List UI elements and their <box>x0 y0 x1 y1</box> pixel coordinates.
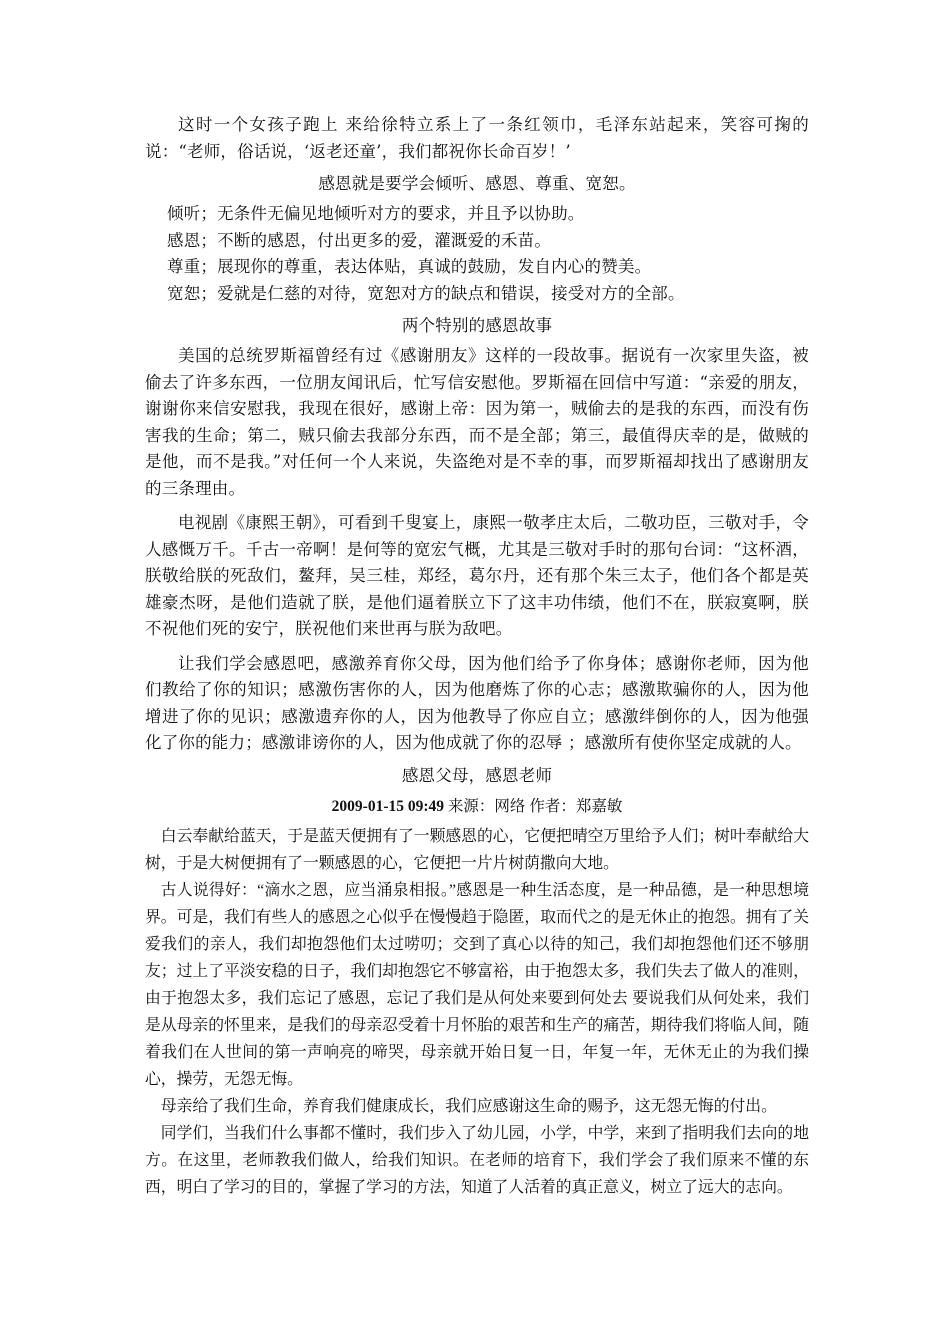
stories-title: 两个特别的感恩故事 <box>401 316 553 335</box>
article-datetime: 2009-01-15 09:49 <box>331 797 445 815</box>
article-meta <box>145 795 809 819</box>
story-roosevelt: 美国的总统罗斯福曾经有过《感谢朋友》这样的一段故事。据说有一次家里失盗，被偷去了许多东西，一位朋友闻讯后，忙写信安慰他。罗斯福在回信中写道：“亲爱的朋友，谢谢你来信安慰我，我现在很好，感谢上帝：因为第一，贼偷去的是我的东西，而没有伤害我的生命；第二，贼只偷去我部分东西，而不是全部；第三，最值得庆幸的是，做贼的是他，而不是我。”对任何一个人来说，失盗绝对是不幸的事，而罗斯福却找出了感谢朋友的三条理由。 <box>145 346 809 498</box>
article-paragraph: 母亲给了我们生命，养育我们健康成长，我们应感谢这生命的赐予，这无怨无悔的付出。 <box>160 1097 777 1115</box>
opening-paragraph: 这时一个女孩子跑上 来给徐特立系上了一条红领巾，毛泽东站起来，笑容可掬的说：“老师，俗话说，‘返老还童’，我们都祝你长命百岁！’ <box>145 115 809 161</box>
gratitude-summary: 让我们学会感恩吧，感激养育你父母，因为他们给予了你身体；感谢你老师，因为他们教给了你的知识；感激伤害你的人，因为他磨炼了你的心志；感激欺骗你的人，因为他增进了你的见识；感激遗弃你的人，因为他教导了你应自立；感激绊倒你的人，因为他强化了你的能力；感激诽谤你的人，因为他成就了你的忍辱 ；感激所有使你坚定成就的人。 <box>145 653 809 752</box>
story-kangxi: 电视剧《康熙王朝》，可看到千叟宴上，康熙一敬孝庄太后，二敬功臣，三敬对手，令人感慨万千。千古一帝啊！是何等的宽宏气概，尤其是三敬对手时的那句台词：“这杯酒，朕敬给朕的死敌们，鳌拜，吴三桂，郑经，葛尔丹，还有那个朱三太子，他们各个都是英雄豪杰呀，是他们造就了朕，是他们逼着朕立下了这丰功伟绩，他们不在，朕寂寞啊，朕不祝他们死的安宁，朕祝他们来世再与朕为敌吧。 <box>145 513 809 638</box>
article-title: 感恩父母，感恩老师 <box>401 765 553 785</box>
article-paragraph: 白云奉献给蓝天，于是蓝天便拥有了一颗感恩的心，它便把晴空万里给予人们；树叶奉献给大树，于是大树便拥有了一颗感恩的心，它便把一片片树荫撒向大地。 <box>145 827 809 872</box>
text-column <box>145 112 809 1201</box>
article-paragraph: 古人说得好：“滴水之恩，应当涌泉相报。”感恩是一种生活态度，是一种品德，是一种思想境界。可是，我们有些人的感恩之心似乎在慢慢趋于隐匿，取而代之的是无休止的抱怨。拥有了关爱我们的亲人，我们却抱怨他们太过唠叨；交到了真心以待的知己，我们却抱怨他们还不够朋友；过上了平淡安稳的日子，我们却抱怨它不够富裕，由于抱怨太多，我们失去了做人的准则，由于抱怨太多，我们忘记了感恩，忘记了我们是从何处来要到何处去 要说我们从何处来，我们是从母亲的怀里来，是我们的母亲忍受着十月怀胎的艰苦和生产的痛苦，期待我们将临人间，随着我们在人世间的第一声响亮的啼哭，母亲就开始日复一日，年复一年，无休无止的为我们操心，操劳，无怨无悔。 <box>145 881 809 1088</box>
definition-forgive: 宽恕；爱就是仁慈的对待，宽恕对方的缺点和错误，接受对方的全部。 <box>167 283 685 303</box>
article-paragraph: 同学们，当我们什么事都不懂时，我们步入了幼儿园，小学，中学，来到了指明我们去向的地方。在这里，老师教我们做人，给我们知识。在老师的培育下，我们学会了我们原来不懂的东西，明白了学习的目的，掌握了学习的方法，知道了人活着的真正意义，树立了远大的志向。 <box>145 1124 809 1196</box>
definition-listen: 倾听；无条件无偏见地倾听对方的要求，并且予以协助。 <box>167 204 585 223</box>
definition-gratitude: 感恩；不断的感恩，付出更多的爱，灌溉爱的禾苗。 <box>167 230 552 250</box>
definition-respect: 尊重；展现你的尊重，表达体贴，真诚的鼓励，发自内心的赞美。 <box>167 257 652 276</box>
gratitude-heading: 感恩就是要学会倾听、感恩、尊重、宽恕。 <box>318 174 636 193</box>
article-author: 作者：郑嘉敏 <box>529 797 623 815</box>
article-source: 来源：网络 <box>447 797 526 815</box>
